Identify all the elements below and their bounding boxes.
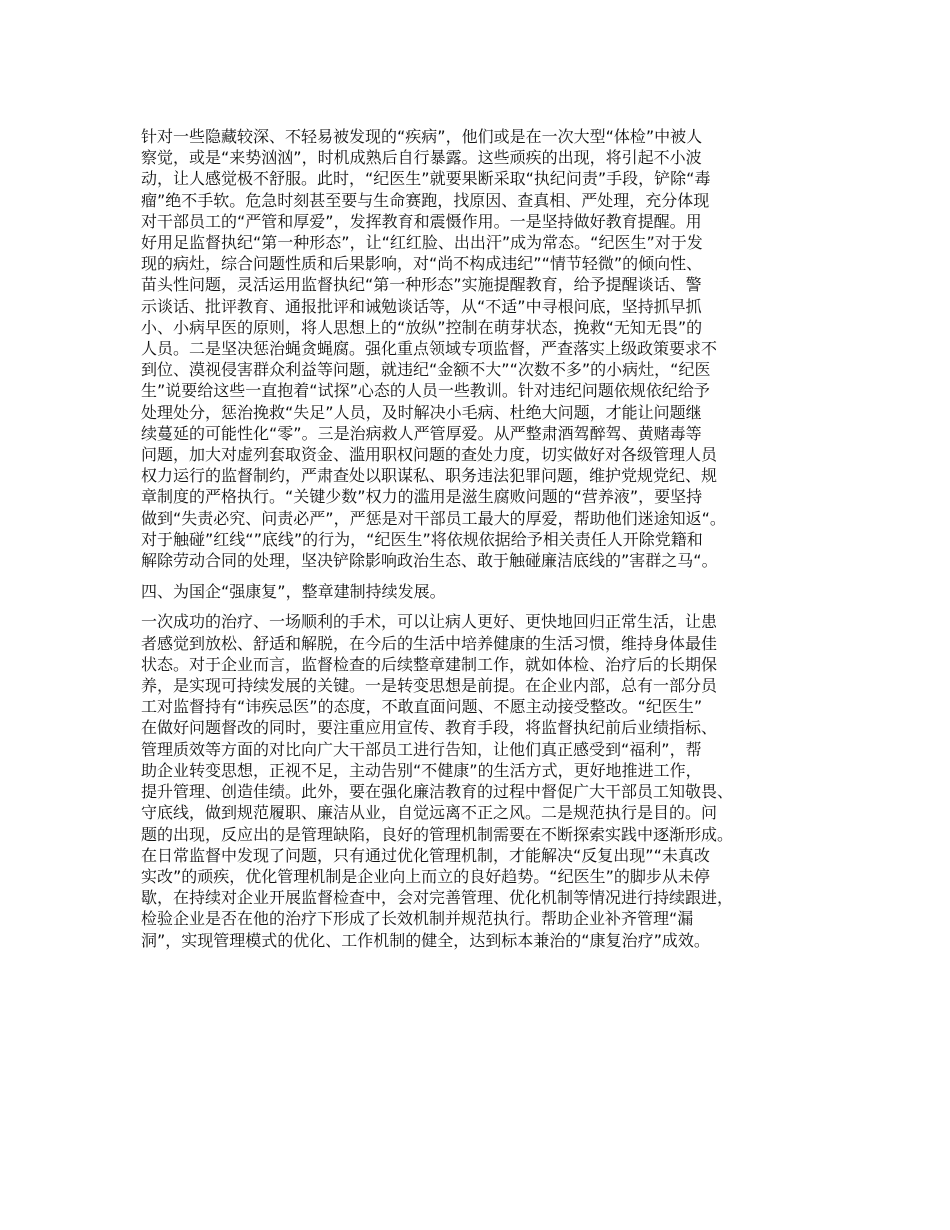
text-line: 在做好问题督改的同时，要注重应用宣传、教育手段，将监督执纪前后业绩指标、 [141,718,718,738]
paragraph-discipline [141,126,831,571]
document-page [141,126,831,951]
paragraph-spacer [141,571,831,581]
text-line: 察觉，或是“来势汹汹”，时机成熟后自行暴露。这些顽疾的出现，将引起不小波 [141,148,702,168]
text-line: 歇，在持续对企业开展监督检查中，会对完善管理、优化机制等情况进行持续跟进， [141,888,734,908]
text-line: 洞”，实现管理模式的优化、工作机制的健全，达到标本兼治的“康复治疗”成效。 [141,930,710,950]
text-line: 权力运行的监督制约，严肃查处以职谋私、职务违法犯罪问题，维护党规党纪、规 [141,466,718,486]
paragraph-spacer [141,602,831,611]
text-line: 养，是实现可持续发展的关键。一是转变思想是前提。在企业内部，总有一部分员 [141,676,718,696]
text-line: 管理质效等方面的对比向广大干部员工进行告知，让他们真正感受到“福利”，帮 [141,739,702,759]
text-line: 苗头性问题，灵活运用监督执纪“第一种形态”实施提醒教育，给予提醒谈话、警 [141,275,702,295]
heading-line: 四、为国企“强康复”，整章建制持续发展。 [141,582,446,602]
text-line: 做到“失责必究、问责必严”，严惩是对干部员工最大的厚爱，帮助他们迷途知返“。 [141,508,726,528]
text-line: 对于触碰”红线“”底线”的行为，“纪医生”将依规依据给予相关责任人开除党籍和 [141,529,703,549]
text-line: 续蔓延的可能性化“零”。三是治病救人严管厚爱。从严整肃酒驾醉驾、黄赌毒等 [141,423,702,443]
section-heading [141,581,831,602]
text-line: 一次成功的治疗、一场顺利的手术，可以让病人更好、更快地回归正常生活，让患 [141,612,718,632]
text-line: 守底线，做到规范履职、廉洁从业，自觉远离不正之风。二是规范执行是目的。问 [141,803,718,823]
text-line: 示谈话、批评教育、通报批评和诫勉谈话等，从“不适”中寻根问底，坚持抓早抓 [141,296,702,316]
text-line: 检验企业是否在他的治疗下形成了长效机制并规范执行。帮助企业补齐管理“漏 [141,909,694,929]
text-line: 提升管理、创造佳绩。此外，要在强化廉洁教育的过程中督促广大干部员工知敬畏、 [141,782,734,802]
text-line: 题的出现，反应出的是管理缺陷，良好的管理机制需要在不断探索实践中逐渐形成。 [141,824,734,844]
text-line: 生”说要给这些一直抱着“试探”心态的人员一些教训。针对违纪问题依规依纪给予 [141,381,710,401]
text-line: 好用足监督执纪“第一种形态”，让“红红脸、出出汗”成为常态。“纪医生”对于发 [141,233,703,253]
text-line: 问题，加大对虚列套取资金、滥用职权问题的查处力度，切实做好对各级管理人员 [141,445,718,465]
text-line: 现的病灶，综合问题性质和后果影响，对“尚不构成违纪”“情节轻微”的倾向性、 [141,254,703,274]
text-line: 人员。二是坚决惩治蝇贪蝇腐。强化重点领域专项监督，严查落实上级政策要求不 [141,339,718,359]
text-line: 处理处分，惩治挽救“失足”人员，及时解决小毛病、杜绝大问题，才能让问题继 [141,402,702,422]
paragraph-recovery [141,611,831,950]
text-line: 小、小病早医的原则，将人思想上的“放纵”控制在萌芽状态，挽救“无知无畏”的 [141,317,703,337]
text-line: 到位、漠视侵害群众利益等问题，就违纪“金额不大”“次数不多”的小病灶，“纪医 [141,360,711,380]
text-line: 在日常监督中发现了问题，只有通过优化管理机制，才能解决“反复出现”“未真改 [141,845,710,865]
text-line: 工对监督持有“讳疾忌医”的态度，不敢直面问题、不愿主动接受整改。“纪医生” [141,697,703,717]
text-line: 状态。对于企业而言，监督检查的后续整章建制工作，就如体检、治疗后的长期保 [141,654,718,674]
text-line: 助企业转变思想，正视不足，主动告别“不健康”的生活方式，更好地推进工作， [141,760,702,780]
text-line: 动，让人感觉极不舒服。此时，“纪医生”就要果断采取“执纪问责”手段，铲除“毒 [141,169,711,189]
text-line: 对干部员工的“严管和厚爱”，发挥教育和震慑作用。一是坚持做好教育提醒。用 [141,211,702,231]
text-line: 针对一些隐藏较深、不轻易被发现的“疾病”，他们或是在一次大型“体检”中被人 [141,127,703,146]
text-line: 章制度的严格执行。“关键少数”权力的滥用是滋生腐败问题的“营养液”，要坚持 [141,487,703,507]
text-line: 解除劳动合同的处理，坚决铲除影响政治生态、敢于触碰廉洁底线的”害群之马“。 [141,551,718,571]
text-line: 瘤”绝不手软。危急时刻甚至要与生命赛跑，找原因、查真相、严处理，充分体现 [141,190,710,210]
text-line: 实改”的顽疾，优化管理机制是企业向上而立的良好趋势。“纪医生”的脚步从未停 [141,866,710,886]
text-line: 者感觉到放松、舒适和解脱，在今后的生活中培养健康的生活习惯，维持身体最佳 [141,633,718,653]
